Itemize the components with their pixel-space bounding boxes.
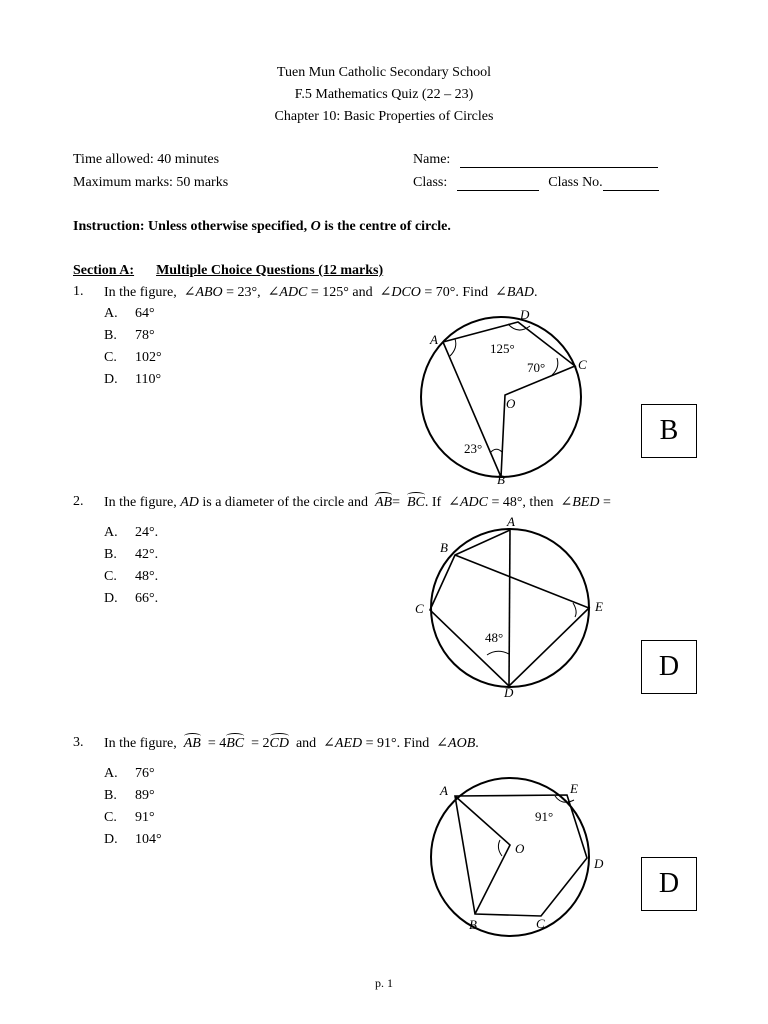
instruction-suffix: is the centre of circle. <box>320 219 451 234</box>
q1-answer-box: B <box>641 404 697 458</box>
quiz-title: F.5 Mathematics Quiz (22 – 23) <box>294 87 474 102</box>
maximum-marks: Maximum marks: 50 marks <box>73 175 229 190</box>
q1-option-a[interactable]: A. 64° <box>104 306 155 321</box>
q3-option-c[interactable]: C. 91° <box>104 810 155 825</box>
q1-angle-125: 125° <box>490 341 515 356</box>
q1-label-c: C <box>578 357 587 372</box>
q2-answer-box: D <box>641 640 697 694</box>
q1-option-d[interactable]: D. 110° <box>104 372 162 387</box>
instruction-o: O <box>310 219 321 234</box>
name-label: Name: <box>413 152 451 167</box>
q1-label-b: B <box>497 472 505 487</box>
class-no-label: Class No. <box>548 175 603 190</box>
q3-text: In the figure, AB = 4BC = 2CD and ∠AED = 91°. Find ∠AOB. <box>104 736 479 751</box>
q2-option-b[interactable]: B. 42°. <box>104 547 159 562</box>
q2-text: In the figure, AD is a diameter of the circle and AB= BC. If ∠ADC = 48°, then ∠BED = <box>104 495 611 510</box>
school-name: Tuen Mun Catholic Secondary School <box>276 65 492 80</box>
time-allowed: Time allowed: 40 minutes <box>73 152 220 167</box>
q2-label-b: B <box>440 540 448 555</box>
q3-label-c: C <box>536 916 545 931</box>
q3-label-o: O <box>515 841 525 856</box>
q3-number: 3. <box>73 735 84 750</box>
chapter-title: Chapter 10: Basic Properties of Circles <box>274 109 494 124</box>
class-label: Class: <box>413 175 448 190</box>
q1-angle-70: 70° <box>527 360 546 375</box>
q2-angle-48: 48° <box>485 630 504 645</box>
section-label: Section A: <box>73 263 135 278</box>
q3-answer-box: D <box>641 857 697 911</box>
instruction-prefix: Instruction: Unless otherwise specified, <box>73 219 311 234</box>
q2-label-a: A <box>507 514 515 529</box>
q3-label-d: D <box>594 856 604 871</box>
q2-number: 2. <box>73 494 84 509</box>
q1-label-o: O <box>506 396 516 411</box>
q3-label-a: A <box>440 783 448 798</box>
q2-option-c[interactable]: C. 48°. <box>104 569 159 584</box>
q2-label-d: D <box>504 685 514 700</box>
section-title: Multiple Choice Questions (12 marks) <box>156 263 384 278</box>
q1-text: In the figure, ∠ABO = 23°, ∠ADC = 125° and ∠DCO = 70°. Find ∠BAD. <box>104 285 538 300</box>
q3-label-e: E <box>570 781 578 796</box>
q1-option-b[interactable]: B. 78° <box>104 328 155 343</box>
q1-label-d: D <box>520 307 530 322</box>
q1-angle-23: 23° <box>464 441 483 456</box>
q1-number: 1. <box>73 284 84 299</box>
q3-option-a[interactable]: A. 76° <box>104 766 155 781</box>
q1-label-a: A <box>430 332 438 347</box>
q2-option-a[interactable]: A. 24°. <box>104 525 159 540</box>
q2-label-e: E <box>595 599 603 614</box>
q3-angle-91: 91° <box>535 809 554 824</box>
q2-label-c: C <box>415 601 424 616</box>
q2-option-d[interactable]: D. 66°. <box>104 591 159 606</box>
q3-option-b[interactable]: B. 89° <box>104 788 155 803</box>
page-number: p. 1 <box>375 976 393 990</box>
q3-option-d[interactable]: D. 104° <box>104 832 162 847</box>
q3-label-b: B <box>469 917 477 932</box>
q1-option-c[interactable]: C. 102° <box>104 350 162 365</box>
